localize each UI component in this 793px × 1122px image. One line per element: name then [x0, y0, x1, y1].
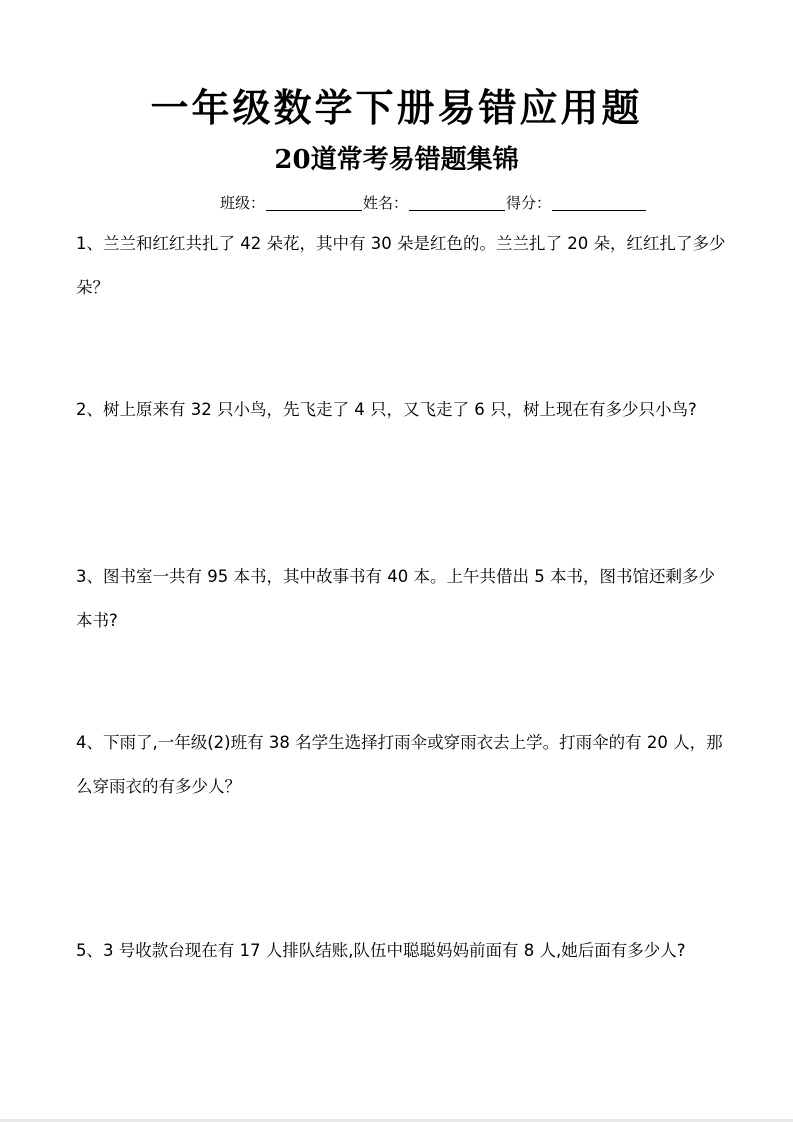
score-label: 得分： [506, 194, 552, 212]
name-label: 姓名： [363, 194, 409, 212]
name-blank[interactable] [409, 192, 505, 211]
question-4: 4、下雨了,一年级(2)班有 38 名学生选择打雨伞或穿雨衣去上学。打雨伞的有 20 人，那么穿雨衣的有多少人？ [76, 733, 723, 796]
student-info-row [220, 188, 647, 214]
question-1: 1、兰兰和红红共扎了 42 朵花，其中有 30 朵是红色的。兰兰扎了 20 朵，红红扎了多少朵？ [76, 234, 726, 297]
class-blank[interactable] [266, 192, 362, 211]
page-title: 一年级数学下册易错应用题 [150, 86, 643, 130]
question-2: 2、树上原来有 32 只小鸟，先飞走了 4 只，又飞走了 6 只，树上现在有多少只小鸟? [76, 400, 697, 419]
page-subtitle: 20道常考易错题集锦 [274, 145, 519, 175]
class-label: 班级： [220, 194, 266, 212]
question-3: 3、图书室一共有 95 本书，其中故事书有 40 本。上午共借出 5 本书，图书馆还剩多少本书? [76, 567, 715, 630]
question-5: 5、3 号收款台现在有 17 人排队结账,队伍中聪聪妈妈前面有 8 人,她后面有多少人? [76, 941, 686, 960]
score-blank[interactable] [552, 192, 646, 211]
